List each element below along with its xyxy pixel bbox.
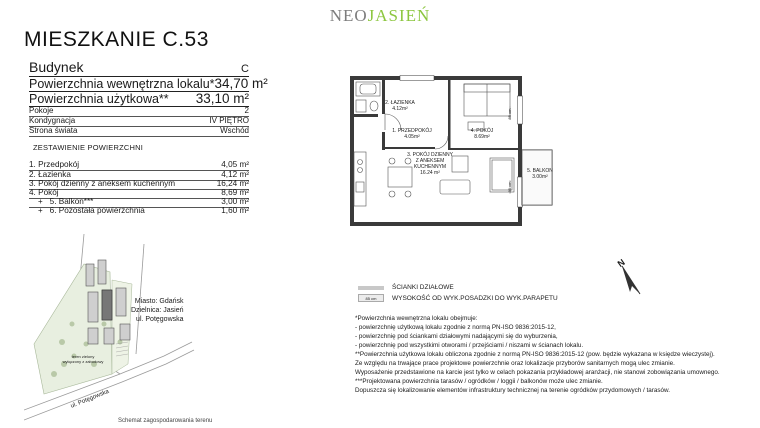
room-area: 8.69m² xyxy=(474,134,490,140)
room-3-label xyxy=(400,152,460,176)
plus-sign: + xyxy=(38,197,43,206)
budynek-value: C xyxy=(241,63,249,75)
info-pow-wew xyxy=(29,76,268,91)
summary-item-label: 1. Przedpokój xyxy=(29,160,80,169)
room-4-label xyxy=(457,128,507,140)
summary-item-label: 4. Pokój xyxy=(29,188,59,197)
pokoje-label: Pokoje xyxy=(29,106,54,115)
room-5-label xyxy=(520,168,560,180)
note-line: Wyposażenie przedstawione na karcie jest tylko w celach pokazania przykładowej aranżacji, nie stanowi zobowiązania umownego. xyxy=(355,369,720,376)
room-area: 16.24 m² xyxy=(420,170,440,176)
room-area: 4.12m² xyxy=(392,106,408,112)
green-note-line: wyłączony z zabudowy xyxy=(62,359,104,364)
info-strona xyxy=(29,126,249,135)
plus-sign: + xyxy=(38,206,43,215)
walls-legend-swatch xyxy=(358,286,384,290)
room-area: 4.05m² xyxy=(404,134,420,140)
divider xyxy=(29,136,249,137)
room-name-line: KUCHENNYM xyxy=(413,164,447,170)
street-label: ul. Potęgowska xyxy=(70,388,110,410)
room-name: 5. BALKON xyxy=(527,168,553,174)
green-note-line: teren zielony xyxy=(71,354,95,359)
room-name: 1. PRZEDPOKÓJ xyxy=(392,128,432,134)
summary-item-value: 4,05 m² xyxy=(221,160,249,169)
summary-item-label: 3. Pokój dzienny z aneksem kuchennym xyxy=(29,179,176,188)
summary-item-value: 3,00 m² xyxy=(221,197,249,206)
summary-item-value: 8,69 m² xyxy=(221,188,249,197)
logo xyxy=(0,6,760,26)
strona-label: Strona świata xyxy=(29,126,78,135)
summary-heading: ZESTAWIENIE POWIERZCHNI xyxy=(33,143,144,152)
site-district: Dzielnica: Jasień xyxy=(131,307,184,314)
height-legend-text: WYSOKOŚĆ OD WYK.POSADZKI DO WYK.PARAPETU xyxy=(392,295,558,302)
green-area-note xyxy=(58,354,108,364)
page-title: MIESZKANIE C.53 xyxy=(24,28,209,51)
note-line: *Powierzchnia wewnętrzna lokalu obejmuje: xyxy=(355,315,478,322)
summary-item xyxy=(29,160,249,169)
note-line: **Powierzchnia użytkowa lokalu obliczona zgodnie z normą PN-ISO 9836:2015-12 (pow. będzie wykazana w księdze wieczystej). xyxy=(355,351,715,358)
pow-uz-label: Powierzchnia użytkowa** xyxy=(29,92,169,106)
room-2-label xyxy=(375,100,425,112)
room-name-line: Z ANEKSEM xyxy=(415,158,445,164)
info-budynek xyxy=(29,59,249,75)
info-pokoje xyxy=(29,106,249,115)
compass-label: N xyxy=(615,257,627,269)
info-kondygnacja xyxy=(29,116,249,125)
window-dim-label: 85 cm xyxy=(507,181,512,193)
budynek-label: Budynek xyxy=(29,59,84,75)
window-dim-label: 85 cm xyxy=(507,108,512,120)
summary-item-value: 4,12 m² xyxy=(221,170,249,179)
note-line: - powierzchnię użytkową lokalu zgodnie z normą PN-ISO 9836:2015-12, xyxy=(355,324,556,331)
room-name-line: 3. POKÓJ DZIENNY xyxy=(407,152,453,158)
room-name: 4. POKÓJ xyxy=(470,128,494,134)
logo-neo: NEO xyxy=(329,6,368,25)
note-line: - powierzchnię pod wszystkimi otworami / przejściami / niszami w ścianach lokalu. xyxy=(355,342,584,349)
summary-item xyxy=(29,197,249,206)
info-pow-uz xyxy=(29,91,249,106)
summary-item-label: 6. Pozostała powierzchnia xyxy=(49,206,145,215)
pokoje-value: 2 xyxy=(244,106,249,115)
pow-wew-value: 34,70 m² xyxy=(214,76,268,91)
pow-wew-label: Powierzchnia wewnętrzna lokalu* xyxy=(29,77,215,91)
site-location xyxy=(131,297,184,324)
room-name: 2. ŁAZIENKA xyxy=(385,100,415,106)
site-plan-caption: Schemat zagospodarowania terenu xyxy=(118,418,213,424)
note-line: Ze względu na trwające prace projektowe powierzchnie oraz lokalizacje przyborów sanitarnych mogą ulec zmianie. xyxy=(355,360,675,367)
summary-item-label: 5. Balkon*** xyxy=(49,197,94,206)
summary-item-value: 1,60 m² xyxy=(221,206,249,215)
logo-jasien: JASIEŃ xyxy=(367,6,431,25)
pow-uz-value: 33,10 m² xyxy=(195,91,249,106)
summary-item xyxy=(29,206,249,215)
summary-item xyxy=(29,188,249,197)
strona-value: Wschód xyxy=(220,126,249,135)
note-line: Dopuszcza się lokalizowanie elementów infrastruktury technicznej na terenie ogródków przydomowych / tarasów. xyxy=(355,387,670,394)
summary-item-label: 2. Łazienka xyxy=(29,170,71,179)
summary-item xyxy=(29,170,249,179)
note-line: - powierzchnię pod ściankami działowymi nadającymi się do wyburzenia, xyxy=(355,333,558,340)
kondygnacja-label: Kondygnacja xyxy=(29,116,76,125)
summary-item-value: 16,24 m² xyxy=(216,179,249,188)
site-plan-map xyxy=(24,224,220,428)
room-area: 3.00m² xyxy=(532,174,548,180)
site-street: ul. Potęgowska xyxy=(136,316,184,323)
walls-legend-text: ŚCIANKI DZIAŁOWE xyxy=(392,284,454,291)
room-1-label xyxy=(387,128,437,140)
site-city: Miasto: Gdańsk xyxy=(134,298,184,305)
note-line: ***Projektowana powierzchnia tarasów / ogródków / loggii / balkonów może ulec zmianie. xyxy=(355,378,603,385)
height-legend-swatch: 85 cm xyxy=(358,294,384,302)
summary-item xyxy=(29,179,249,188)
kondygnacja-value: IV PIĘTRO xyxy=(209,116,249,125)
